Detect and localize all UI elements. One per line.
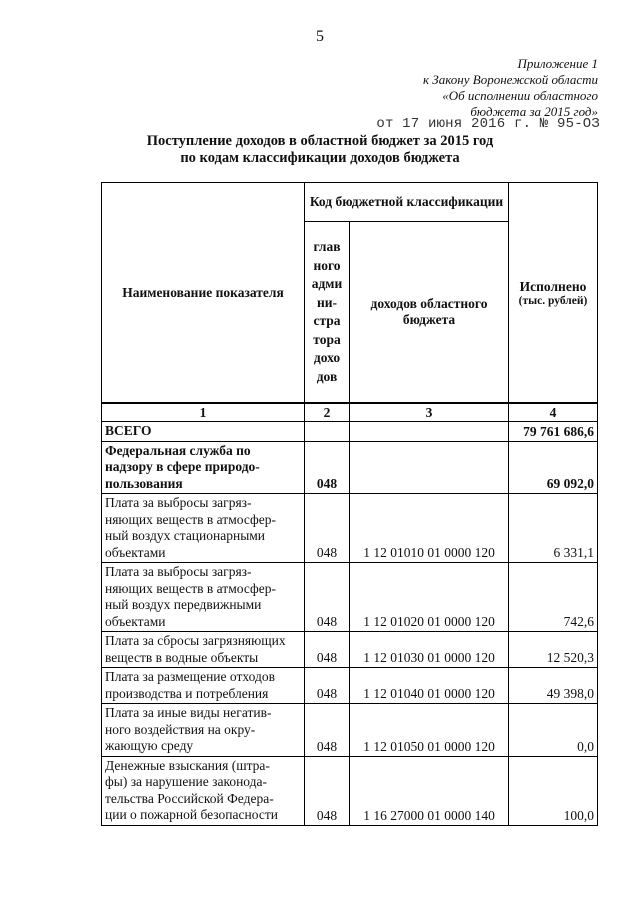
- empty-cell: [305, 422, 350, 442]
- header-admin-line: стра: [313, 313, 341, 328]
- indicator-name: [102, 668, 305, 704]
- table-row: [102, 441, 598, 494]
- table-row: [102, 632, 598, 668]
- header-executed-unit: (тыс. рублей): [518, 294, 588, 307]
- indicator-name-line: ный воздух стационарными: [105, 528, 266, 543]
- admin-code: 048: [305, 756, 350, 825]
- table-row: [102, 563, 598, 632]
- indicator-name-line: ный воздух передвижными: [105, 597, 262, 612]
- executed-value: 49 398,0: [509, 668, 598, 704]
- indicator-name-line: Плата за размещение отходов: [105, 669, 275, 684]
- appendix-line: «Об исполнении областного: [442, 88, 598, 103]
- income-code: 1 12 01050 01 0000 120: [350, 704, 509, 757]
- indicator-name-line: производства и потребления: [105, 685, 269, 701]
- executed-value: 69 092,0: [509, 441, 598, 494]
- header-admin-line: глав: [313, 239, 341, 254]
- appendix-line: Приложение 1: [517, 56, 598, 71]
- total-value: 79 761 686,6: [509, 422, 598, 442]
- income-code: 1 12 01040 01 0000 120: [350, 668, 509, 704]
- header-income: доходов областного бюджета: [350, 222, 509, 404]
- indicator-name-line: Плата за выбросы загряз-: [105, 495, 252, 510]
- total-label: ВСЕГО: [102, 422, 305, 442]
- header-admin-line: ни-: [316, 294, 338, 310]
- indicator-name-line: объектами: [105, 613, 166, 629]
- column-number: 3: [350, 403, 509, 422]
- admin-code: 048: [305, 704, 350, 757]
- indicator-name-line: няющих веществ в атмосфер-: [105, 511, 276, 527]
- indicator-name-line: веществ в водные объекты: [105, 649, 259, 665]
- appendix-line: к Закону Воронежской области: [422, 72, 598, 87]
- indicator-name: [102, 441, 305, 494]
- income-code: 1 16 27000 01 0000 140: [350, 756, 509, 825]
- empty-cell: [350, 422, 509, 442]
- page-number: 5: [316, 28, 324, 45]
- header-admin: [305, 222, 350, 404]
- indicator-name: [102, 632, 305, 668]
- indicator-name: [102, 756, 305, 825]
- executed-value: 12 520,3: [509, 632, 598, 668]
- revenue-table: [101, 182, 598, 826]
- title-line: по кодам классификации доходов бюджета: [180, 150, 460, 166]
- indicator-name-line: ного воздействия на окру-: [105, 721, 256, 737]
- title-line: Поступление доходов в областной бюджет за 2015 год: [146, 133, 494, 149]
- column-number: 1: [102, 403, 305, 422]
- indicator-name: [102, 704, 305, 757]
- indicator-name-line: фы) за нарушение законода-: [105, 774, 268, 789]
- indicator-name-line: Плата за сбросы загрязняющих: [105, 633, 286, 648]
- header-name: Наименование показателя: [102, 183, 305, 404]
- indicator-name-line: надзору в сфере природо-: [105, 459, 260, 474]
- indicator-name-line: ции о пожарной безопасности: [105, 807, 278, 822]
- table-row: [102, 494, 598, 563]
- indicator-name-line: Плата за иные виды негатив-: [105, 705, 272, 720]
- income-code: 1 12 01030 01 0000 120: [350, 632, 509, 668]
- executed-value: 100,0: [509, 756, 598, 825]
- appendix-line: бюджета за 2015 год»: [470, 104, 598, 119]
- header-code-group: Код бюджетной классификации: [305, 183, 509, 222]
- indicator-name-line: няющих веществ в атмосфер-: [105, 580, 276, 596]
- header-admin-line: ного: [313, 257, 341, 273]
- admin-code: 048: [305, 632, 350, 668]
- header-executed-label: Исполнено: [519, 278, 587, 294]
- indicator-name-line: пользования: [105, 475, 183, 491]
- header-executed: [509, 183, 598, 404]
- income-code: 1 12 01010 01 0000 120: [350, 494, 509, 563]
- indicator-name: [102, 563, 305, 632]
- document-title: [0, 133, 640, 167]
- indicator-name-line: объектами: [105, 544, 166, 560]
- appendix-note: [423, 56, 598, 120]
- date-stamp: от 17 июня 2016 г. № 95-ОЗ: [376, 116, 600, 132]
- indicator-name-line: тельства Российской Федера-: [105, 790, 274, 806]
- admin-code: 048: [305, 494, 350, 563]
- indicator-name: [102, 494, 305, 563]
- indicator-name-line: Денежные взыскания (штра-: [105, 757, 270, 773]
- table-row: [102, 668, 598, 704]
- executed-value: 6 331,1: [509, 494, 598, 563]
- income-code: [350, 441, 509, 494]
- header-admin-line: дохо: [313, 350, 341, 365]
- header-admin-line: адми: [311, 276, 343, 291]
- header-admin-line: дов: [316, 368, 338, 384]
- indicator-name-line: Плата за выбросы загряз-: [105, 564, 252, 579]
- table-row: [102, 704, 598, 757]
- indicator-name-line: жающую среду: [105, 738, 194, 753]
- table-row: [102, 756, 598, 825]
- column-number: 4: [509, 403, 598, 422]
- column-number: 2: [305, 403, 350, 422]
- total-row: [102, 422, 598, 442]
- admin-code: 048: [305, 668, 350, 704]
- income-code: 1 12 01020 01 0000 120: [350, 563, 509, 632]
- admin-code: 048: [305, 441, 350, 494]
- indicator-name-line: Федеральная служба по: [105, 442, 251, 458]
- executed-value: 742,6: [509, 563, 598, 632]
- header-admin-line: тора: [313, 331, 341, 347]
- admin-code: 048: [305, 563, 350, 632]
- executed-value: 0,0: [509, 704, 598, 757]
